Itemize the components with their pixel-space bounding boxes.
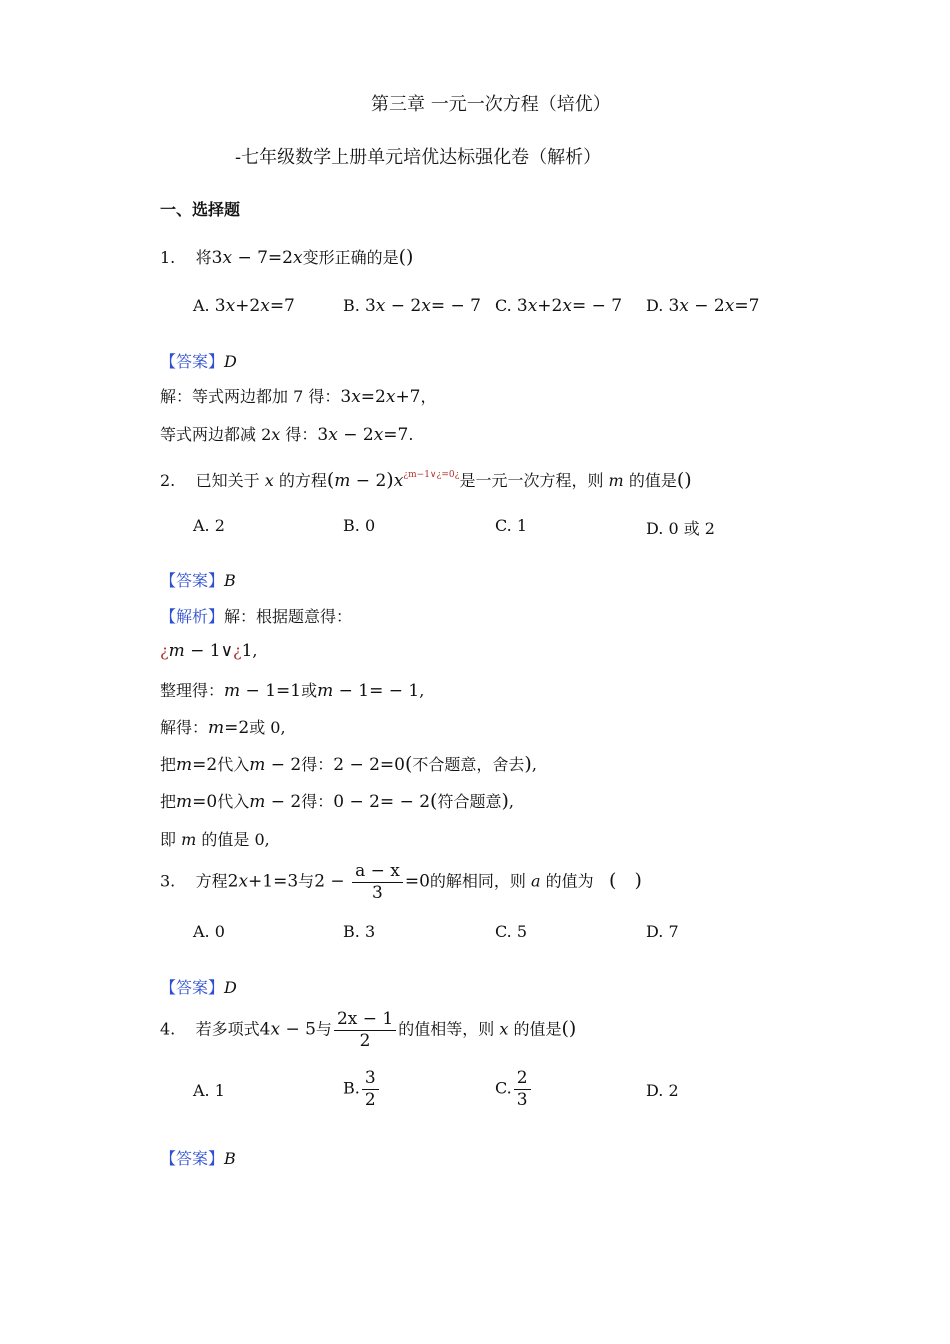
question-1: 1. 将3x − 7=2x变形正确的是() [160,246,414,268]
q1-option-c: C. 3x+2x= − 7 [495,296,623,316]
q2-analysis-line-2: ¿m − 1∨¿1, [160,641,258,661]
q1-option-a: A. 3x+2x=7 [193,296,295,316]
question-number: 4. [160,1019,176,1039]
q2-analysis-line-4: 解得：m=2或 0, [160,718,286,738]
q4-option-d: D. 2 [646,1081,679,1100]
q1-solution-line-1: 解：等式两边都加 7 得：3x=2x+7， [160,387,437,407]
q1-text-post: 变形正确的是 [302,248,399,267]
question-3: 3. 方程2x+1=3与2 − $\frac{a - x}{3}$ =0的解相同，则 a 的值为 ( ) [160,861,642,903]
q2-analysis-line-6: 把m=0代入m − 2得：0 − 2= − 2(符合题意), [160,790,514,812]
title-line-2: -七年级数学上册单元培优达标强化卷（解析） [235,147,602,168]
q4-answer: 【答案】B [160,1149,236,1168]
q1-text-pre: 将 [195,248,212,267]
q1-answer [160,349,237,372]
question-2: 2. 已知关于 x 的方程$(m - 2)x^{¿m-1\vee¿=0¿}$是一元一次方程，则 m 的值是() [160,469,692,491]
q1-option-d: D. 3x − 2x=7 [646,296,760,316]
q2-option-a: A. 2 [193,516,225,535]
q2-option-d: D. 0 或 2 [646,519,715,538]
q4-option-c: C. $\frac{2}{3}$ [495,1069,533,1109]
q1-equation: 3x − 7=2x [211,248,303,268]
q2-answer: 【答案】B [160,571,236,590]
q2-analysis-line-7: 即 m 的值是 0, [160,830,270,849]
q4-option-b: B. $\frac{3}{2}$ [343,1069,381,1109]
answer-value: D [224,352,237,371]
q2-analysis-line-5: 把m=2代入m − 2得：2 − 2=0(不合题意，舍去), [160,753,537,775]
q2-option-b: B. 0 [343,516,376,535]
q1-solution-line-2: 等式两边都减 2x 得：3x − 2x=7. [160,425,414,445]
q2-analysis-line-1: 【解析】解：根据题意得： [160,607,353,626]
question-4: 4. 若多项式4x − 5与 $\frac{2x - 1}{2}$ 的值相等，则 x 的值是() [160,1009,577,1051]
question-number: 2. [160,471,176,490]
q4-option-a: A. 1 [193,1081,225,1100]
q3-option-b: B. 3 [343,922,376,941]
q3-option-c: C. 5 [495,922,528,941]
q1-option-b: B. 3x − 2x= − 7 [343,296,481,316]
title-line-1: 第三章 一元一次方程（培优） [371,94,611,115]
answer-tag: 【答案】 [160,352,225,371]
q2-analysis-line-3: 整理得：m − 1=1或m − 1= − 1, [160,681,425,701]
question-number: 1. [160,248,176,267]
q3-answer: 【答案】D [160,978,237,997]
q3-option-a: A. 0 [193,922,225,941]
garbled-exponent: ¿m−1∨¿=0¿ [403,470,460,480]
q3-option-d: D. 7 [646,922,679,941]
question-number: 3. [160,871,176,891]
q2-option-c: C. 1 [495,516,528,535]
section-heading: 一、选择题 [160,200,241,219]
